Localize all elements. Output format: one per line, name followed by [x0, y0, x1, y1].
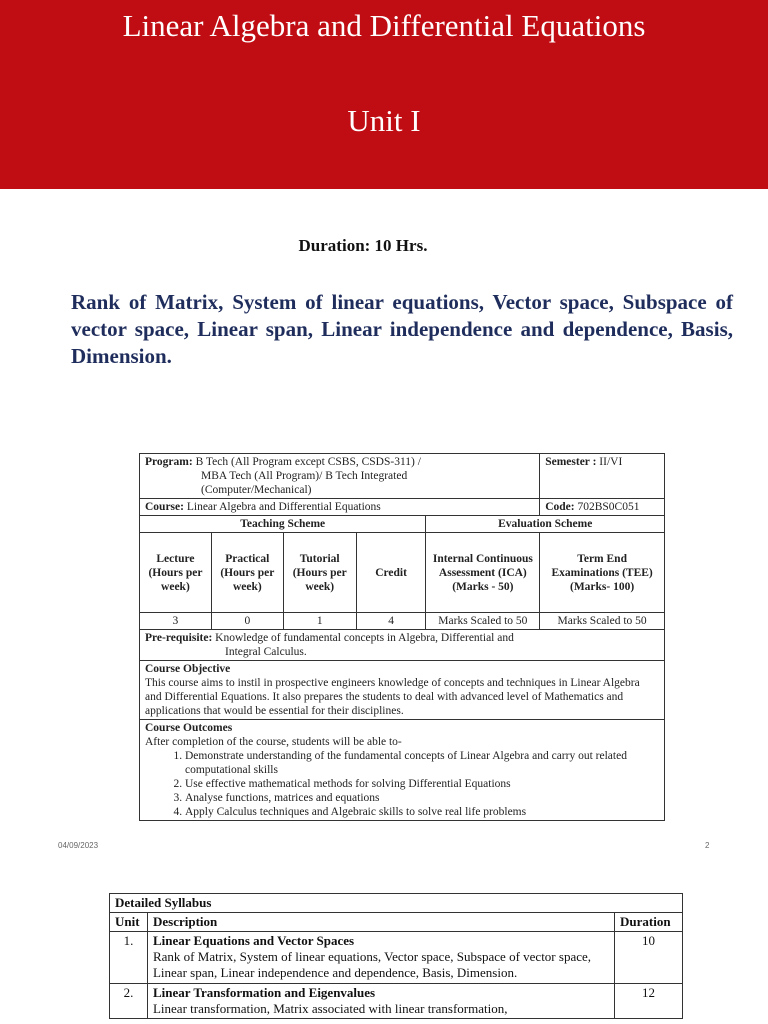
- program-line-1: B Tech (All Program except CSBS, CSDS-311) /: [195, 456, 421, 468]
- syllabus-title-row: [110, 894, 683, 913]
- syllabus-description: Linear transformation, Matrix associated with linear transformation,: [152, 1001, 508, 1016]
- syllabus-row: [110, 932, 683, 984]
- outcome-item: 4. Apply Calculus techniques and Algebraic skills to solve real life problems: [185, 805, 659, 819]
- syllabus-title: Detailed Syllabus: [110, 894, 683, 913]
- program-label: Program:: [145, 456, 193, 468]
- program-line-2: MBA Tech (All Program)/ B Tech Integrated: [201, 470, 408, 482]
- syllabus-row: [110, 984, 683, 1019]
- program-row: [140, 454, 665, 499]
- outcome-item: 1. Demonstrate understanding of the fundamental concepts of Linear Algebra and carry out related computational skills: [185, 749, 659, 777]
- semester-value: II/VI: [599, 456, 623, 468]
- page-number: 2: [705, 841, 710, 850]
- unit-title: Unit I: [347, 103, 421, 138]
- slide-title: Linear Algebra and Differential Equations: [122, 8, 646, 43]
- prerequisite-line-1: Knowledge of fundamental concepts in Algebra, Differential and: [215, 632, 514, 644]
- outcomes-intro: After completion of the course, students will be able to-: [145, 736, 402, 748]
- description-column-header: Description: [147, 913, 614, 932]
- ica-header: Internal Continuous Assessment (ICA) (Marks - 50): [426, 533, 540, 613]
- practical-header: Practical (Hours per week): [211, 533, 283, 613]
- prerequisite-row: [140, 630, 665, 661]
- scheme-values-row: [140, 613, 665, 630]
- syllabus-duration: 10: [615, 932, 683, 984]
- detailed-syllabus-table: [109, 893, 683, 1019]
- program-line-3: (Computer/Mechanical): [201, 484, 312, 496]
- tee-header: Term End Examinations (TEE) (Marks- 100): [540, 533, 665, 613]
- outcomes-title: Course Outcomes: [145, 722, 233, 734]
- course-row: [140, 499, 665, 516]
- tutorial-header: Tutorial (Hours per week): [283, 533, 356, 613]
- practical-value: 0: [211, 613, 283, 630]
- syllabus-heading: Linear Equations and Vector Spaces: [152, 933, 355, 948]
- teaching-scheme-header: Teaching Scheme: [140, 516, 426, 533]
- unit-topics: Rank of Matrix, System of linear equations, Vector space, Subspace of vector space, Linear span, Linear independence and dependence, Basis, Dimension.: [71, 290, 733, 368]
- lecture-value: 3: [140, 613, 212, 630]
- unit-column-header: Unit: [110, 913, 148, 932]
- prerequisite-line-2: Integral Calculus.: [225, 646, 307, 658]
- syllabus-header-row: [110, 913, 683, 932]
- semester-label: Semester :: [545, 456, 597, 468]
- lecture-header: Lecture (Hours per week): [140, 533, 212, 613]
- duration-label: Duration: 10 Hrs.: [298, 236, 428, 255]
- outcomes-row: [140, 720, 665, 821]
- course-label: Course:: [145, 501, 184, 513]
- syllabus-description: Rank of Matrix, System of linear equations, Vector space, Subspace of vector space, Linear span, Linear independence and dependence, Basis, Dimension.: [152, 949, 592, 980]
- outcome-item: 2. Use effective mathematical methods for solving Differential Equations: [185, 777, 659, 791]
- code-value: 702BS0C051: [577, 501, 640, 513]
- credit-header: Credit: [356, 533, 426, 613]
- objective-text: This course aims to instil in prospective engineers knowledge of concepts and techniques in Linear Algebra and Differential Equations. It also prepares the students to deal with advanced level of Mathematics and applications that would be essential for their disciplines.: [145, 677, 640, 717]
- code-label: Code:: [545, 501, 575, 513]
- objective-row: [140, 661, 665, 720]
- title-banner: [0, 0, 768, 189]
- ica-value: Marks Scaled to 50: [426, 613, 540, 630]
- course-scheme-table: [139, 453, 665, 821]
- syllabus-unit: 2.: [110, 984, 148, 1019]
- syllabus-heading: Linear Transformation and Eigenvalues: [152, 985, 376, 1000]
- outcome-item: 3. Analyse functions, matrices and equations: [185, 791, 659, 805]
- evaluation-scheme-header: Evaluation Scheme: [426, 516, 665, 533]
- objective-title: Course Objective: [145, 663, 231, 675]
- syllabus-unit: 1.: [110, 932, 148, 984]
- scheme-column-header: [140, 533, 665, 613]
- tutorial-value: 1: [283, 613, 356, 630]
- scheme-group-header: [140, 516, 665, 533]
- outcomes-list: [145, 749, 659, 819]
- syllabus-duration: 12: [615, 984, 683, 1019]
- duration-column-header: Duration: [615, 913, 683, 932]
- prerequisite-label: Pre-requisite:: [145, 632, 213, 644]
- tee-value: Marks Scaled to 50: [540, 613, 665, 630]
- course-value: Linear Algebra and Differential Equations: [186, 501, 381, 513]
- footer-date: 04/09/2023: [58, 841, 99, 850]
- credit-value: 4: [356, 613, 426, 630]
